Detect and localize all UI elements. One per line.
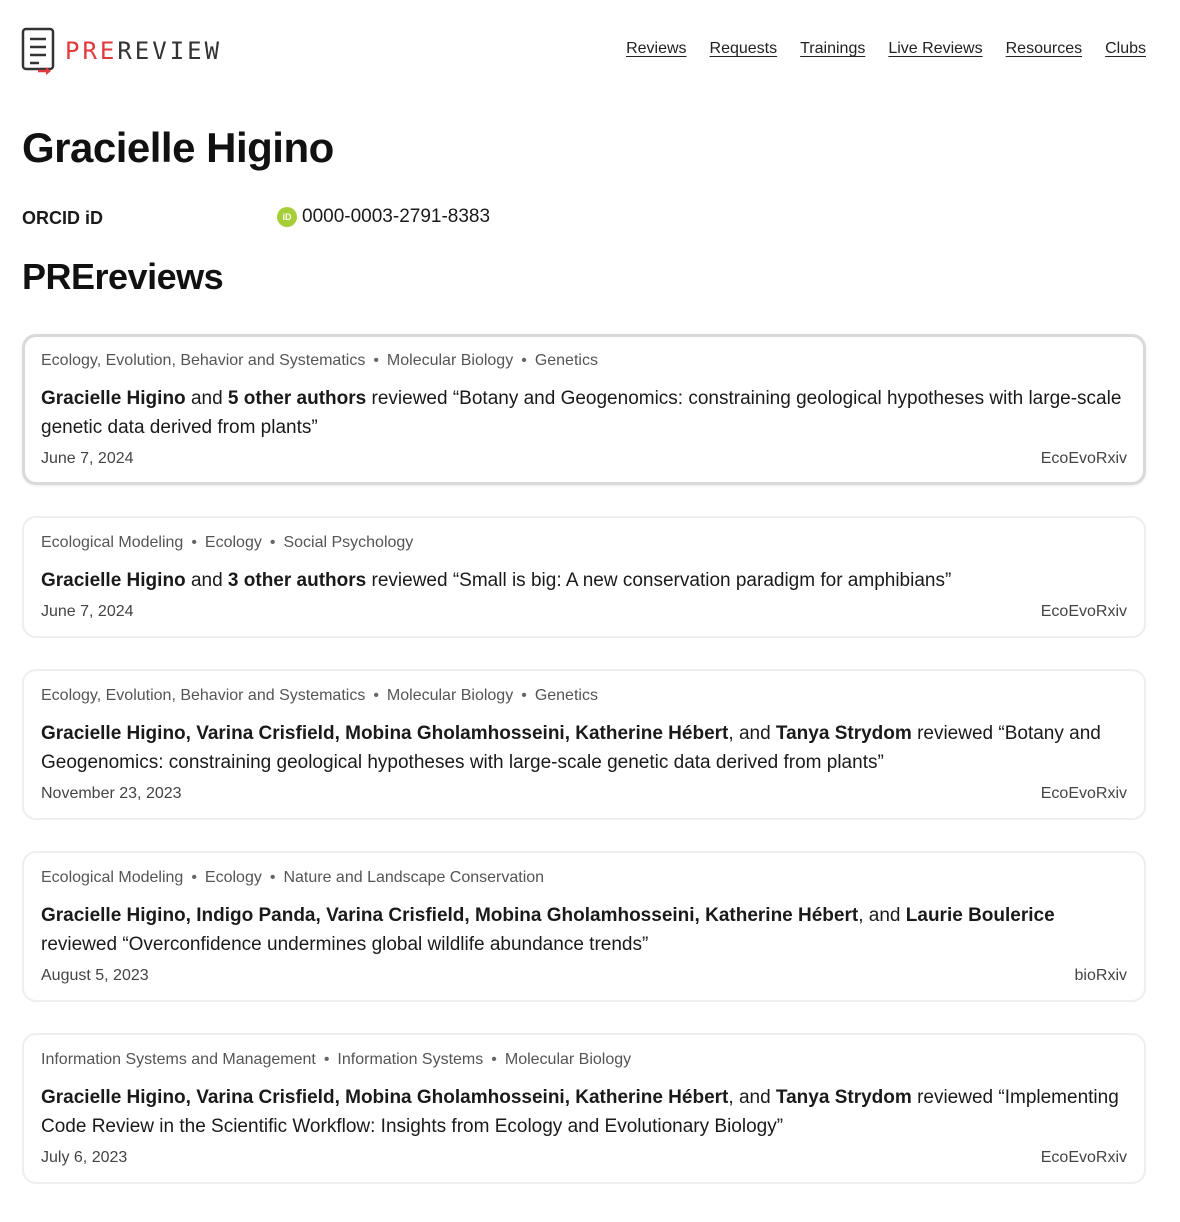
review-date: November 23, 2023 <box>41 785 182 802</box>
review-tags <box>41 532 1127 554</box>
review-summary: Gracielle Higino, Varina Crisfield, Mobina Gholamhosseini, Katherine Hébert, and Tanya Strydom reviewed “Botany and Geogenomics: constraining geological hypotheses with large-scale genetic data derived from plants” <box>41 723 1101 773</box>
review-list <box>22 334 1146 1215</box>
review-author: Gracielle Higino <box>41 1087 186 1108</box>
review-tag: Ecology, Evolution, Behavior and Systematics <box>41 352 366 369</box>
document-logo-icon <box>21 27 57 75</box>
review-summary <box>41 566 1127 595</box>
tag-separator: • <box>373 352 379 369</box>
author-connector: and <box>738 723 771 744</box>
review-verb: reviewed <box>41 934 118 955</box>
author-separator: , <box>185 1087 197 1108</box>
review-card[interactable] <box>22 1033 1146 1184</box>
logo-wordmark <box>65 39 222 63</box>
page-title: Gracielle Higino <box>22 124 334 171</box>
author-separator: , <box>315 905 327 926</box>
review-author: Laurie Boulerice <box>905 905 1055 926</box>
review-tag: Molecular Biology <box>386 352 514 369</box>
review-author: Katherine Hébert <box>705 905 859 926</box>
nav-trainings[interactable]: Trainings <box>800 40 866 57</box>
orcid-row <box>22 206 622 232</box>
tag-separator: • <box>491 1051 497 1068</box>
review-verb: reviewed <box>917 723 994 744</box>
tag-separator: • <box>191 869 197 886</box>
review-tags <box>41 867 1127 889</box>
review-author: Katherine Hébert <box>575 723 729 744</box>
review-verb: reviewed <box>371 570 448 591</box>
review-tags <box>41 1049 1127 1071</box>
tag-separator: • <box>191 534 197 551</box>
author-separator: , <box>464 905 475 926</box>
review-tag: Genetics <box>534 687 598 704</box>
review-author: Gracielle Higino <box>41 570 186 591</box>
review-author: Tanya Strydom <box>775 723 912 744</box>
review-tag: Information Systems <box>337 1051 484 1068</box>
tag-separator: • <box>269 534 276 551</box>
review-date: August 5, 2023 <box>41 967 149 984</box>
author-separator: , <box>334 723 346 744</box>
author-separator: , <box>185 723 197 744</box>
review-other-authors: 5 other authors <box>227 388 367 409</box>
review-author: Mobina Gholamhosseini <box>345 723 565 744</box>
review-author: Gracielle Higino <box>41 905 186 926</box>
review-footer <box>41 965 1127 987</box>
review-date: June 7, 2024 <box>41 603 134 620</box>
author-connector: and <box>868 905 901 926</box>
prereview-logo[interactable] <box>21 27 222 75</box>
review-footer <box>41 1147 1127 1169</box>
review-author: Gracielle Higino <box>41 388 186 409</box>
orcid-link[interactable] <box>277 206 490 228</box>
preprint-server: bioRxiv <box>1074 967 1127 984</box>
review-tag: Genetics <box>534 352 598 369</box>
review-author: Gracielle Higino <box>41 723 186 744</box>
author-separator: , <box>185 905 197 926</box>
section-title: PREreviews <box>22 256 224 297</box>
author-separator: , <box>694 905 706 926</box>
main-nav <box>626 40 1146 58</box>
logo-wordmark-rest: REVIEW <box>117 37 223 65</box>
preprint-server: EcoEvoRxiv <box>1040 603 1127 620</box>
author-connector: and <box>190 570 223 591</box>
review-verb: reviewed <box>917 1087 994 1108</box>
tag-separator: • <box>373 687 379 704</box>
review-title-link[interactable]: “Botany and Geogenomics: constraining geological hypotheses with large-scale genetic data derived from plants” <box>41 388 1122 438</box>
orcid-icon: iD <box>277 207 297 227</box>
tag-separator: • <box>521 687 527 704</box>
review-author: Tanya Strydom <box>775 1087 912 1108</box>
review-title-link[interactable]: “Overconfidence undermines global wildlife abundance trends” <box>122 934 649 955</box>
review-author: Varina Crisfield <box>196 1087 335 1108</box>
preprint-server: EcoEvoRxiv <box>1040 450 1127 467</box>
nav-resources[interactable]: Resources <box>1005 40 1083 57</box>
review-author: Mobina Gholamhosseini <box>345 1087 565 1108</box>
nav-requests[interactable]: Requests <box>709 40 778 57</box>
nav-clubs[interactable]: Clubs <box>1105 40 1146 57</box>
review-card[interactable] <box>22 334 1146 485</box>
review-other-authors: 3 other authors <box>227 570 367 591</box>
author-separator: , <box>564 1087 576 1108</box>
author-connector: and <box>190 388 223 409</box>
logo-wordmark-accent: PRE <box>65 37 118 65</box>
review-tag: Ecological Modeling <box>41 534 184 551</box>
author-separator: , <box>564 723 576 744</box>
review-footer <box>41 783 1127 805</box>
review-verb: reviewed <box>371 388 448 409</box>
review-tag: Molecular Biology <box>386 687 514 704</box>
review-author: Indigo Panda <box>196 905 316 926</box>
review-tag: Ecology <box>204 534 262 551</box>
review-tags <box>41 350 1127 372</box>
orcid-value: 0000-0003-2791-8383 <box>302 206 491 227</box>
review-footer <box>41 601 1127 623</box>
author-connector: and <box>738 1087 771 1108</box>
orcid-label: ORCID iD <box>22 208 103 228</box>
nav-live-reviews[interactable]: Live Reviews <box>888 40 983 57</box>
review-tag: Molecular Biology <box>504 1051 632 1068</box>
review-summary <box>41 384 1127 442</box>
review-card[interactable] <box>22 516 1146 638</box>
review-tags <box>41 685 1127 707</box>
review-summary: Gracielle Higino, Varina Crisfield, Mobina Gholamhosseini, Katherine Hébert, and Tanya Strydom reviewed “Implementing Code Review in the Scientific Workflow: Insights from Ecology and Evolutionary Biology” <box>41 1087 1119 1137</box>
review-date: July 6, 2023 <box>41 1149 128 1166</box>
review-date: June 7, 2024 <box>41 450 134 467</box>
review-author: Varina Crisfield <box>196 723 335 744</box>
nav-reviews[interactable]: Reviews <box>626 40 687 57</box>
review-footer <box>41 448 1127 470</box>
review-title-link[interactable]: “Implementing Code Review in the Scientific Workflow: Insights from Ecology and Evolutionary Biology” <box>41 1087 1119 1137</box>
review-tag: Social Psychology <box>283 534 414 551</box>
review-title-link[interactable]: “Small is big: A new conservation paradigm for amphibians” <box>452 570 952 591</box>
review-tag: Nature and Landscape Conservation <box>283 869 545 886</box>
review-card[interactable] <box>22 851 1146 1002</box>
review-tag: Information Systems and Management <box>41 1051 316 1068</box>
preprint-server: EcoEvoRxiv <box>1040 785 1127 802</box>
site-header <box>0 0 1180 100</box>
tag-separator: • <box>269 869 276 886</box>
author-separator: , <box>334 1087 346 1108</box>
review-summary: Gracielle Higino, Indigo Panda, Varina Crisfield, Mobina Gholamhosseini, Katherine Hébert, and Laurie Boulerice reviewed “Overconfidence undermines global wildlife abundance trends” <box>41 905 1055 955</box>
review-tag: Ecology, Evolution, Behavior and Systematics <box>41 687 366 704</box>
review-card[interactable] <box>22 669 1146 820</box>
review-tag: Ecological Modeling <box>41 869 184 886</box>
preprint-server: EcoEvoRxiv <box>1040 1149 1127 1166</box>
review-author: Varina Crisfield <box>326 905 465 926</box>
tag-separator: • <box>323 1051 330 1068</box>
review-author: Mobina Gholamhosseini <box>474 905 695 926</box>
review-tag: Ecology <box>204 869 262 886</box>
tag-separator: • <box>521 352 527 369</box>
review-title-link[interactable]: “Botany and Geogenomics: constraining geological hypotheses with large-scale genetic data derived from plants” <box>41 723 1101 773</box>
review-author: Katherine Hébert <box>575 1087 729 1108</box>
